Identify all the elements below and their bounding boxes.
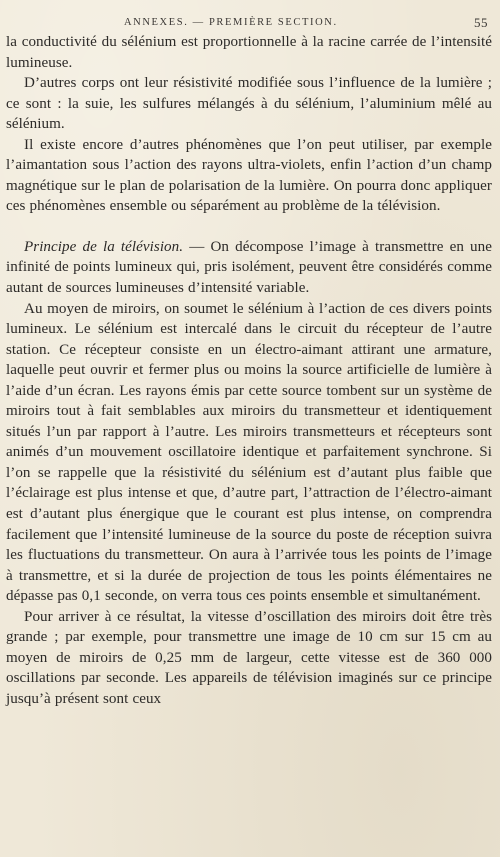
book-page xyxy=(6,12,492,852)
paragraph-other-phenomena: Il existe encore d’autres phénomènes que l’on peut utiliser, par exemple l’aimantation sous l’action des rayons ultra-violets, enfin l’action d’un champ magnétique sur le plan de polarisation de la lumière. On pourra donc appliquer ces phénomènes ensemble ou séparément au problème de la télévision. xyxy=(6,136,492,215)
paragraph-sensitivity: la conductivité du sélénium est proportionnelle à la racine carrée de l’intensité lumineuse. xyxy=(6,34,492,71)
running-head-title: ANNEXES. — PREMIÈRE SECTION. xyxy=(124,17,338,28)
paragraph-principle-text: — On décompose l’image à transmettre en une infinité de points lumineux qui, pris isolément, peuvent être considérés comme autant de sources lumineuses d’intensité variable. xyxy=(6,238,492,297)
paragraph-other-bodies: D’autres corps ont leur résistivité modifiée sous l’influence de la lumière ; ce sont : la suie, les sulfures mélangés à du sélénium, l’aluminium mêlé au sélénium. xyxy=(6,75,492,133)
page-number: 55 xyxy=(474,15,488,30)
running-head xyxy=(6,12,492,32)
paragraph-principle xyxy=(6,237,492,299)
paragraph-oscillation-speed: Pour arriver à ce résultat, la vitesse d’oscillation des miroirs doit être très grande ; par exemple, pour transmettre une image de 10 cm sur 15 cm au moyen de miroirs de 0,25 mm de largeur, cette vitesse est de 360 000 oscillations par seconde. Les appareils de télévision imaginés sur ce principe jusqu’à présent sont ceux xyxy=(6,608,492,707)
paragraph-mirrors: Au moyen de miroirs, on soumet le sélénium à l’action de ces divers points lumineux. Le sélénium est intercalé dans le circuit du récepteur de l’autre station. Ce récepteur consiste en un électro-aimant attirant une armature, laquelle peut ouvrir et fermer plus ou moins la source artificielle de lumière à l’aide d’un écran. Les rayons émis par cette source tombent sur un système de miroirs tout à fait semblables aux miroirs du transmetteur et identiquement situés l’un par rapport à l’autre. Les miroirs transmetteurs et récepteurs sont animés d’un mouvement oscillatoire identique et parfaitement synchrone. Si l’on se rappelle que la résistivité du sélénium est d’autant plus faible que l’éclairage est plus intense et que, d’autre part, l’attraction de l’électro-aimant est d’autant plus énergique que le courant est plus intense, on comprendra facilement que l’intensité lumineuse de la source du poste de réception suivra les fluctuations du transmetteur. On aura à l’arrivée tous les points de l’image à transmettre, et si la durée de projection de tous les points élémentaires ne dépasse pas 0,1 seconde, on verra tous ces points ensemble et simultanément. xyxy=(6,300,492,605)
body-text xyxy=(6,32,492,710)
section-heading: Principe de la télévision. xyxy=(24,238,184,255)
